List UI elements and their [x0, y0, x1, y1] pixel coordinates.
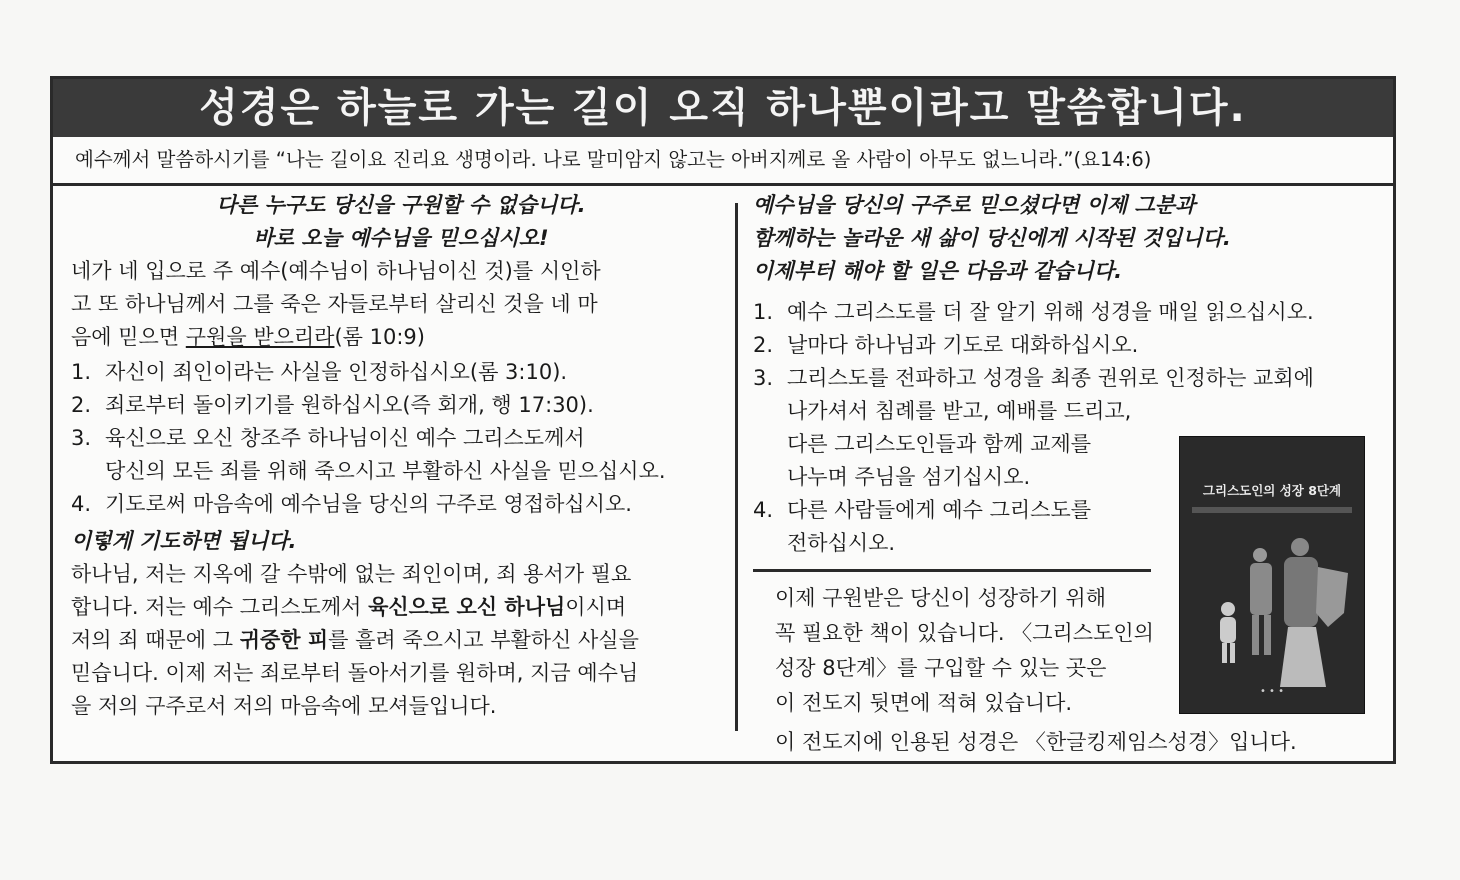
book-illustration-icon — [1180, 437, 1364, 713]
romans-verse-line-3 — [71, 321, 731, 354]
prayer-line-3 — [71, 624, 731, 657]
left-heading-2: 바로 오늘 예수님을 믿으십시오! — [253, 226, 549, 250]
step-text: 자신이 죄인이라는 사실을 인정하십시오(롬 3:10). — [105, 360, 568, 384]
step-text-line-3: 다른 그리스도인들과 함께 교제를 — [787, 432, 1092, 456]
book-promo-text — [775, 581, 1175, 721]
right-heading-1: 예수님을 당신의 구주로 믿으셨다면 이제 그분과 — [753, 193, 1196, 217]
prayer-bold-text: 육신으로 오신 하나님 — [368, 595, 566, 619]
step-text — [105, 422, 666, 488]
promo-line-3: 성장 8단계〉를 구입할 수 있는 곳은 — [775, 656, 1107, 680]
step-number: 2. — [71, 393, 92, 417]
step-text: 예수 그리스도를 더 잘 알기 위해 성경을 매일 읽으십시오. — [787, 300, 1314, 324]
scripture-quote: 예수께서 말씀하시기를 “나는 길이요 진리요 생명이라. 나로 말미암지 않고는 아버지께로 올 사람이 아무도 없느니라.”(요14:6) — [53, 137, 1393, 186]
step-text — [787, 494, 1091, 560]
list-item — [753, 296, 1383, 329]
step-number: 3. — [71, 426, 92, 450]
step-number: 1. — [71, 360, 92, 384]
salvation-steps — [71, 356, 731, 521]
verse-underlined: 구원을 받으리라 — [185, 325, 335, 349]
verse-ref: (롬 10:9) — [334, 325, 425, 349]
step-number: 3. — [753, 366, 774, 390]
promo-line-2: 꼭 필요한 책이 있습니다. 〈그리스도인의 — [775, 621, 1154, 645]
step-text-line-4: 나누며 주님을 섬기십시오. — [787, 465, 1031, 489]
prayer-line-2 — [71, 591, 731, 624]
prayer-text: 이시며 — [565, 595, 627, 619]
list-item — [71, 356, 731, 389]
romans-verse-line-2: 고 또 하나님께서 그를 죽은 자들로부터 살리신 것을 네 마 — [71, 292, 598, 316]
step-number: 1. — [753, 300, 774, 324]
page-title: 성경은 하늘로 가는 길이 오직 하나뿐이라고 말씀합니다. — [53, 79, 1393, 137]
promo-line-4: 이 전도지 뒷면에 적혀 있습니다. — [775, 691, 1073, 715]
step-text-line-1: 육신으로 오신 창조주 하나님이신 예수 그리스도께서 — [105, 426, 585, 450]
step-number: 4. — [71, 492, 92, 516]
prayer-line-5: 을 저의 구주로서 저의 마음속에 모셔들입니다. — [71, 694, 497, 718]
step-number: 2. — [753, 333, 774, 357]
tract-frame — [50, 76, 1396, 764]
prayer-bold-text: 귀중한 피 — [239, 628, 329, 652]
verse-text: 음에 믿으면 — [71, 325, 186, 349]
prayer-text: 를 흘려 죽으시고 부활하신 사실을 — [328, 628, 639, 652]
list-item — [71, 422, 731, 488]
prayer-line-1: 하나님, 저는 지옥에 갈 수밖에 없는 죄인이며, 죄 용서가 필요 — [71, 562, 632, 586]
list-item — [71, 389, 731, 422]
step-text-line-2: 전하십시오. — [787, 531, 896, 555]
step-text-line-1: 그리스도를 전파하고 성경을 최종 권위로 인정하는 교회에 — [787, 366, 1314, 390]
bible-version-note: 이 전도지에 인용된 성경은 〈한글킹제임스성경〉입니다. — [775, 730, 1297, 754]
step-text: 죄로부터 돌이키기를 원하십시오(즉 회개, 행 17:30). — [105, 393, 594, 417]
prayer-text: 합니다. 저는 예수 그리스도께서 — [71, 595, 369, 619]
prayer-heading: 이렇게 기도하면 됩니다. — [71, 529, 297, 553]
section-divider — [753, 569, 1151, 572]
left-heading-1: 다른 누구도 당신을 구원할 수 없습니다. — [216, 193, 586, 217]
romans-verse-line-1: 네가 네 입으로 주 예수(예수님이 하나님이신 것)를 시인하 — [71, 259, 601, 283]
step-text: 기도로써 마음속에 예수님을 당신의 구주로 영접하십시오. — [105, 492, 632, 516]
step-text-line-1: 다른 사람들에게 예수 그리스도를 — [787, 498, 1092, 522]
right-heading-3: 이제부터 해야 할 일은 다음과 같습니다. — [753, 259, 1123, 283]
prayer-text: 저의 죄 때문에 그 — [71, 628, 240, 652]
book-title: 그리스도인의 성장 8단계 — [1202, 483, 1342, 498]
step-text: 날마다 하나님과 기도로 대화하십시오. — [787, 333, 1139, 357]
book-cover-image — [1179, 436, 1365, 714]
left-column — [71, 189, 731, 723]
right-heading-2: 함께하는 놀라운 새 삶이 당신에게 시작된 것입니다. — [753, 226, 1231, 250]
prayer-line-4: 믿습니다. 이제 저는 죄로부터 돌아서기를 원하며, 지금 예수님 — [71, 661, 639, 685]
step-text-line-2: 나가셔서 침례를 받고, 예배를 드리고, — [787, 399, 1132, 423]
column-divider — [735, 203, 738, 731]
list-item — [71, 488, 731, 521]
book-author: • • • — [1259, 686, 1285, 697]
step-number: 4. — [753, 498, 774, 522]
step-text-line-2: 당신의 모든 죄를 위해 죽으시고 부활하신 사실을 믿으십시오. — [105, 459, 666, 483]
list-item — [753, 329, 1383, 362]
promo-line-1: 이제 구원받은 당신이 성장하기 위해 — [775, 586, 1106, 610]
